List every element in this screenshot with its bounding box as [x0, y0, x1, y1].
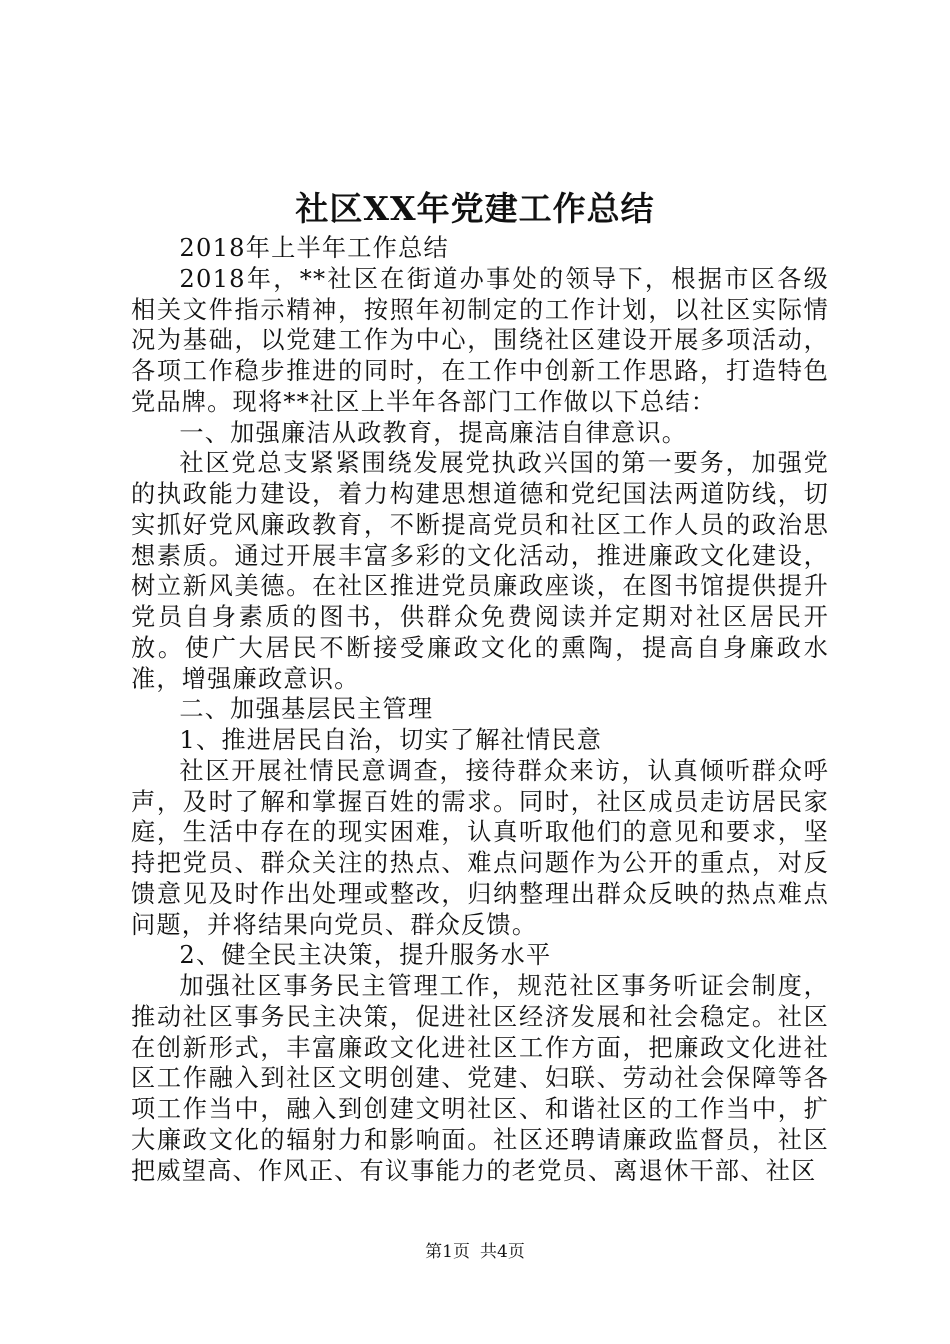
- document-title: 社区XX年党建工作总结: [295, 189, 655, 228]
- body-paragraph: 社区党总支紧紧围绕发展党执政兴国的第一要务，加强党的执政能力建设，着力构建思想道德和党纪国法两道防线，切实抓好党风廉政教育，不断提高党员和社区工作人员的政治思想素质。通过开展丰富多彩的文化活动，推进廉政文化建设，树立新风美德。在社区推进党员廉政座谈，在图书馆提供提升党员自身素质的图书，供群众免费阅读并定期对社区居民开放。使广大居民不断接受廉政文化的熏陶，提高自身廉政水准，增强廉政意识。: [131, 449, 829, 693]
- body-paragraph: 加强社区事务民主管理工作，规范社区事务听证会制度，推动社区事务民主决策，促进社区经济发展和社会稳定。社区在创新形式，丰富廉政文化进社区工作方面，把廉政文化进社区工作融入到社区文明创建、党建、妇联、劳动社会保障等各项工作当中，融入到创建文明社区、和谐社区的工作当中，扩大廉政文化的辐射力和影响面。社区还聘请廉政监督员，社区把威望高、作风正、有议事能力的老党员、离退休干部、社区: [131, 972, 829, 1185]
- body-paragraph: 2018年，**社区在街道办事处的领导下，根据市区各级相关文件指示精神，按照年初制定的工作计划，以社区实际情况为基础，以党建工作为中心，围绕社区建设开展多项活动，各项工作稳步推进的同时，在工作中创新工作思路，打造特色党品牌。现将**社区上半年各部门工作做以下总结：: [131, 264, 829, 416]
- subsection-heading: 1、推进居民自治，切实了解社情民意: [179, 726, 603, 754]
- section-heading: 2018年上半年工作总结: [179, 234, 449, 262]
- subsection-heading: 2、健全民主决策，提升服务水平: [179, 941, 552, 970]
- section-heading: 一、加强廉洁从政教育，提高廉洁自律意识。: [179, 418, 688, 447]
- page-footer: [0, 1240, 950, 1264]
- document-body: [131, 233, 829, 1186]
- page-total: 共4页: [480, 1242, 525, 1262]
- body-paragraph: 社区开展社情民意调查，接待群众来访，认真倾听群众呼声，及时了解和掌握百姓的需求。同时，社区成员走访居民家庭，生活中存在的现实困难，认真听取他们的意见和要求，坚持把党员、群众关注的热点、难点问题作为公开的重点，对反馈意见及时作出处理或整改，归纳整理出群众反映的热点难点问题，并将结果向党员、群众反馈。: [131, 756, 829, 939]
- section-heading: 二、加强基层民主管理: [179, 695, 434, 724]
- page-number: 第1页: [425, 1242, 470, 1262]
